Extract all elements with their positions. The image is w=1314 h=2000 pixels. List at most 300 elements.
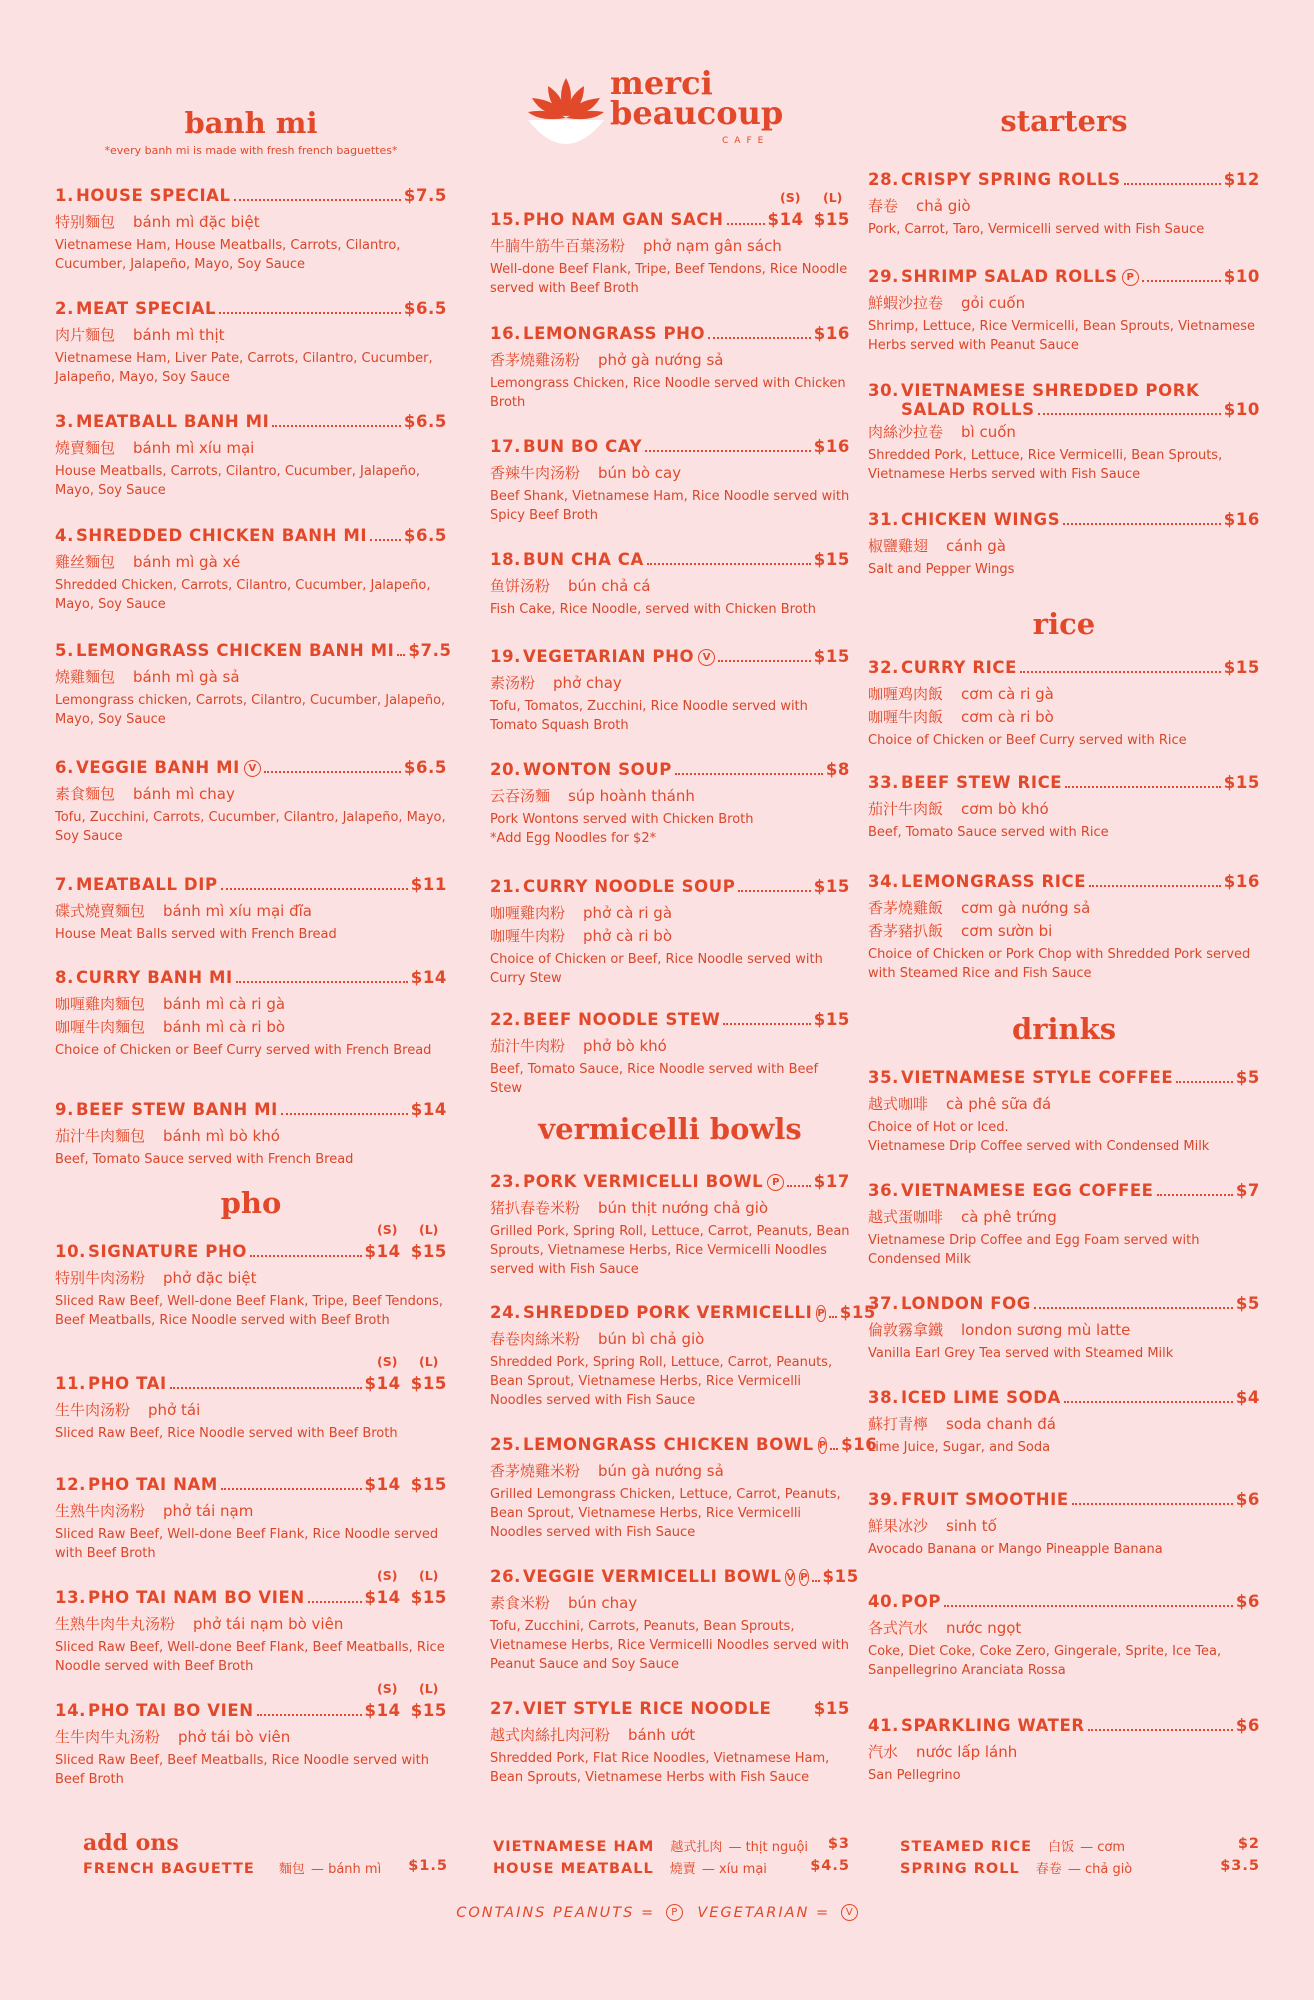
item-name: VIET STYLE RICE NOODLE (523, 1699, 772, 1718)
size-small-label: (S) (377, 1222, 398, 1237)
item-vietnamese: soda chanh đá (946, 1415, 1056, 1433)
item-name: CHICKEN WINGS (901, 510, 1061, 529)
menu-item-6 (55, 758, 447, 846)
peanut-icon: P (816, 1305, 825, 1322)
item-vietnamese: bún chả cá (568, 577, 651, 595)
item-vietnamese-alt: cơm cà ri bò (961, 708, 1054, 726)
item-price-large: $15 (410, 1588, 447, 1607)
item-number: 32. (868, 658, 900, 677)
item-description: Lime Juice, Sugar, and Soda (868, 1440, 1051, 1455)
menu-item-14 (55, 1701, 447, 1789)
item-name: VEGETARIAN PHO (523, 647, 695, 666)
menu-item-17 (490, 437, 850, 525)
item-name: VIETNAMESE STYLE COFFEE (901, 1068, 1174, 1087)
item-vietnamese: sinh tố (946, 1517, 997, 1535)
item-description: Tofu, Zucchini, Carrots, Cucumber, Cilantro, Jalapeño, Mayo, Soy Sauce (55, 810, 446, 844)
menu-item-41 (868, 1716, 1260, 1785)
item-name: LEMONGRASS CHICKEN BANH MI (75, 641, 395, 660)
addon-vietnamese: — chả giò (1067, 1862, 1133, 1877)
item-price: $8 (825, 760, 850, 779)
vegetarian-icon: V (698, 649, 715, 666)
item-description: Pork Wontons served with Chicken Broth (490, 812, 754, 827)
size-large-label: (L) (419, 1354, 439, 1369)
item-chinese: 燒雞麵包 (55, 668, 116, 686)
addon-vietnamese: — bánh mì (310, 1862, 382, 1877)
item-vietnamese: phở chay (553, 674, 622, 692)
menu-item-26 (490, 1567, 859, 1674)
item-vietnamese: phở nạm gân sách (643, 237, 782, 255)
item-description: Well-done Beef Flank, Tripe, Beef Tendons, Rice Noodle served with Beef Broth (490, 262, 848, 296)
menu-item-40 (868, 1592, 1260, 1680)
item-vietnamese: bánh mì gà sả (133, 668, 240, 686)
item-price-large: $15 (813, 210, 850, 229)
item-chinese: 素食米粉 (490, 1594, 551, 1612)
menu-item-39 (868, 1490, 1260, 1559)
menu-item-19 (490, 647, 850, 735)
addon-steamed-rice (900, 1836, 1260, 1855)
item-chinese: 鮮蝦沙拉卷 (868, 294, 944, 312)
item-name: CURRY RICE (901, 658, 1017, 677)
addon-house-meatball (493, 1858, 850, 1877)
item-description: Shrimp, Lettuce, Rice Vermicelli, Bean Sprouts, Vietnamese Herbs served with Peanut Sauce (868, 319, 1256, 353)
menu-item-8 (55, 968, 447, 1060)
item-number: 8. (55, 968, 74, 987)
item-name: LEMONGRASS PHO (523, 324, 706, 343)
item-description-2: Vietnamese Drip Coffee served with Condensed Milk (868, 1139, 1210, 1154)
menu-item-27 (490, 1699, 850, 1787)
section-title-pho: pho (220, 1186, 282, 1220)
item-description: Tofu, Zucchini, Carrots, Peanuts, Bean Sprouts, Vietnamese Herbs, Rice Vermicelli Noodles served with Peanut Sauce and Soy Sauce (490, 1619, 849, 1672)
item-number: 10. (55, 1242, 87, 1261)
item-chinese: 燒賣麵包 (55, 439, 116, 457)
item-description: Choice of Chicken or Beef Curry served with French Bread (55, 1043, 432, 1058)
menu-item-18 (490, 550, 850, 619)
item-number: 31. (868, 510, 900, 529)
item-price: $10 (1223, 267, 1260, 286)
menu-item-37 (868, 1294, 1260, 1363)
section-title-drinks: drinks (1011, 1012, 1117, 1046)
menu-item-36 (868, 1181, 1260, 1269)
item-price: $5 (1235, 1068, 1260, 1087)
item-chinese: 椒鹽雞翅 (868, 537, 929, 555)
menu-item-16 (490, 324, 850, 412)
item-price: $15 (822, 1567, 859, 1586)
item-number: 13. (55, 1588, 87, 1607)
item-chinese: 鮮果冰沙 (868, 1517, 929, 1535)
item-price: $14 (410, 968, 447, 987)
item-description: Vietnamese Drip Coffee and Egg Foam served with Condensed Milk (868, 1233, 1200, 1267)
item-vietnamese: bún bò cay (598, 464, 682, 482)
menu-item-3 (55, 412, 447, 500)
item-name: POP (901, 1592, 942, 1611)
item-chinese: 香茅燒雞汤粉 (490, 351, 581, 369)
peanut-icon: P (666, 1904, 683, 1921)
item-vietnamese: phở tái bò viên (178, 1728, 291, 1746)
item-number: 26. (490, 1567, 522, 1586)
menu-item-23 (490, 1172, 850, 1279)
item-number: 28. (868, 170, 900, 189)
menu-item-20 (490, 760, 850, 848)
legend-peanuts-label: CONTAINS PEANUTS = (456, 1905, 656, 1921)
menu-item-31 (868, 510, 1260, 579)
item-name: VEGGIE BANH MI (75, 758, 240, 777)
item-description: Grilled Pork, Spring Roll, Lettuce, Carrot, Peanuts, Bean Sprouts, Vietnamese Herbs, Rice Vermicelli Noodles served with Fish Sauce (490, 1224, 850, 1277)
item-vietnamese: phở tái (148, 1401, 201, 1419)
item-chinese: 生牛肉牛丸汤粉 (55, 1728, 161, 1746)
addon-name: FRENCH BAGUETTE (83, 1861, 255, 1877)
item-price-small: $14 (364, 1242, 401, 1261)
item-price: $17 (813, 1172, 850, 1191)
menu-item-10 (55, 1242, 447, 1330)
addon-vietnamese: — thịt nguội (728, 1840, 809, 1855)
item-vietnamese: phở bò khó (583, 1037, 667, 1055)
item-number: 25. (490, 1435, 522, 1454)
item-name: PHO NAM GAN SACH (523, 210, 724, 229)
item-number: 29. (868, 267, 900, 286)
item-chinese: 倫敦霧拿鐵 (868, 1321, 944, 1339)
item-price: $16 (813, 437, 850, 456)
item-number: 39. (868, 1490, 900, 1509)
logo-cafe: CAFE (722, 136, 770, 146)
item-price-large: $15 (410, 1701, 447, 1720)
item-vietnamese: bánh ướt (628, 1726, 696, 1744)
item-name: SPARKLING WATER (901, 1716, 1085, 1735)
menu-item-22 (490, 1010, 850, 1098)
item-vietnamese: phở đặc biệt (163, 1269, 257, 1287)
item-name: HOUSE SPECIAL (75, 186, 231, 205)
item-number: 9. (55, 1100, 74, 1119)
item-chinese: 猪扒春卷米粉 (490, 1199, 581, 1217)
item-name: CURRY BANH MI (75, 968, 233, 987)
item-price: $15 (1223, 658, 1260, 677)
item-vietnamese: cà phê sữa đá (946, 1095, 1052, 1113)
item-number: 5. (55, 641, 74, 660)
item-chinese: 碟式燒賣麵包 (55, 902, 146, 920)
item-number: 4. (55, 526, 74, 545)
item-chinese: 春卷 (868, 197, 899, 215)
item-price-large: $15 (410, 1475, 447, 1494)
item-price: $16 (1223, 510, 1260, 529)
item-vietnamese: bánh mì thịt (133, 326, 225, 344)
addon-spring-roll (900, 1858, 1260, 1877)
item-price: $12 (1223, 170, 1260, 189)
peanut-icon: P (818, 1437, 827, 1454)
addon-chinese: 燒賣 (669, 1862, 696, 1877)
addon-name: STEAMED RICE (900, 1839, 1032, 1855)
item-name: MEAT SPECIAL (75, 299, 217, 318)
item-description: Sliced Raw Beef, Well-done Beef Flank, Rice Noodle served with Beef Broth (55, 1527, 439, 1561)
banh-mi-note: *every banh mi is made with fresh french baguettes* (104, 144, 398, 157)
addon-vietnamese: — cơm (1080, 1840, 1126, 1855)
item-vietnamese: cơm cà ri gà (961, 685, 1054, 703)
item-vietnamese: bì cuốn (961, 423, 1016, 441)
item-number: 22. (490, 1010, 522, 1029)
item-vietnamese: bún thịt nướng chả giò (598, 1199, 769, 1217)
item-price-small: $14 (364, 1701, 401, 1720)
item-number: 35. (868, 1068, 900, 1087)
menu-item-28 (868, 170, 1260, 239)
item-chinese: 牛腩牛筋牛百葉汤粉 (490, 237, 626, 255)
item-chinese: 生熟牛肉牛丸汤粉 (55, 1615, 176, 1633)
item-number: 36. (868, 1181, 900, 1200)
menu-item-5 (55, 641, 452, 729)
addon-chinese: 越式扎肉 (670, 1840, 723, 1855)
item-description: Grilled Lemongrass Chicken, Lettuce, Carrot, Peanuts, Bean Sprout, Vietnamese Herbs, Rice Vermicelli Noodles served with Fish Sauce (490, 1487, 841, 1540)
logo-merci: merci (610, 64, 713, 102)
item-chinese: 春卷肉絲米粉 (490, 1330, 581, 1348)
item-vietnamese: cánh gà (946, 537, 1006, 555)
item-description: Beef Shank, Vietnamese Ham, Rice Noodle served with Spicy Beef Broth (490, 489, 850, 523)
item-chinese: 茄汁牛肉粉 (490, 1037, 566, 1055)
item-description: Sliced Raw Beef, Beef Meatballs, Rice Noodle served with Beef Broth (55, 1753, 429, 1787)
menu-item-25 (490, 1435, 878, 1542)
item-vietnamese: nước lấp lánh (916, 1743, 1018, 1761)
peanut-icon: P (799, 1569, 808, 1586)
item-number: 2. (55, 299, 74, 318)
item-name: BUN BO CAY (523, 437, 643, 456)
item-price: $15 (839, 1303, 877, 1322)
item-vietnamese: bánh mì chay (133, 785, 235, 803)
item-chinese: 香茅燒雞飯 (868, 899, 944, 917)
item-name: CRISPY SPRING ROLLS (901, 170, 1121, 189)
item-name: PHO TAI NAM BO VIEN (88, 1588, 305, 1607)
item-chinese: 生牛肉汤粉 (55, 1401, 131, 1419)
item-name: BEEF STEW RICE (901, 773, 1063, 792)
item-price: $11 (410, 875, 447, 894)
section-title-starters: starters (1000, 104, 1128, 138)
item-chinese: 咖喱雞肉麵包 (55, 995, 146, 1013)
section-title-banh-mi: banh mi (184, 106, 318, 140)
item-description: Lemongrass Chicken, Rice Noodle served with Chicken Broth (490, 376, 846, 410)
item-name: MEATBALL BANH MI (75, 412, 270, 431)
item-number: 20. (490, 760, 522, 779)
item-chinese: 茄汁牛肉飯 (868, 800, 944, 818)
item-description: Beef, Tomato Sauce, Rice Noodle served with Beef Stew (490, 1062, 819, 1096)
addon-price: $3.5 (1220, 1858, 1260, 1874)
menu-item-29 (868, 267, 1260, 355)
footer-legend (0, 1904, 1314, 1921)
item-name: SHRIMP SALAD ROLLS (901, 267, 1118, 286)
item-description: Salt and Pepper Wings (868, 562, 1015, 577)
item-description: Choice of Hot or Iced. (868, 1120, 1009, 1135)
item-chinese: 越式咖啡 (868, 1095, 929, 1113)
item-chinese: 咖喱雞肉粉 (490, 904, 566, 922)
item-number: 18. (490, 550, 522, 569)
item-vietnamese: bún bì chả giò (598, 1330, 705, 1348)
item-description: Vietnamese Ham, Liver Pate, Carrots, Cilantro, Cucumber, Jalapeño, Mayo, Soy Sauce (55, 351, 433, 385)
item-chinese: 咖喱鸡肉飯 (868, 685, 944, 703)
item-price: $7.5 (408, 641, 452, 660)
item-chinese-alt: 咖喱牛肉麵包 (55, 1018, 146, 1036)
item-vietnamese: bún gà nướng sả (598, 1462, 724, 1480)
item-price-small: $14 (364, 1475, 401, 1494)
item-description: House Meat Balls served with French Bread (55, 927, 337, 942)
addon-chinese: 白饭 (1048, 1840, 1075, 1855)
item-vietnamese: phở gà nướng sả (598, 351, 724, 369)
size-small-label: (S) (780, 190, 801, 205)
item-description: San Pellegrino (868, 1768, 961, 1783)
item-number: 23. (490, 1172, 522, 1191)
menu-item-1 (55, 186, 447, 274)
item-price: $16 (841, 1435, 878, 1454)
menu-item-24 (490, 1303, 877, 1410)
item-price-small: $14 (767, 210, 804, 229)
item-vietnamese: phở tái nạm (163, 1502, 254, 1520)
item-vietnamese-alt: phở cà ri bò (583, 927, 672, 945)
item-name: BEEF STEW BANH MI (75, 1100, 278, 1119)
item-vietnamese: bánh mì xíu mại đĩa (163, 902, 312, 920)
item-description: Lemongrass chicken, Carrots, Cilantro, Cucumber, Jalapeño, Mayo, Soy Sauce (55, 693, 446, 727)
item-number: 34. (868, 872, 900, 891)
item-price: $7.5 (403, 186, 447, 205)
menu-item-21 (490, 877, 850, 988)
addon-vietnamese-ham (493, 1836, 850, 1855)
item-description: Choice of Chicken or Beef Curry served with Rice (868, 733, 1187, 748)
item-price: $10 (1223, 400, 1260, 419)
menu-item-33 (868, 773, 1260, 842)
item-description: Shredded Pork, Flat Rice Noodles, Vietnamese Ham, Bean Sprouts, Vietnamese Herbs with Fish Sauce (490, 1751, 830, 1785)
item-addon-note: *Add Egg Noodles for $2* (490, 831, 657, 846)
menu-item-30 (868, 381, 1260, 484)
item-description: Sliced Raw Beef, Well-done Beef Flank, Beef Meatballs, Rice Noodle served with Beef Broth (55, 1640, 445, 1674)
item-chinese: 生熟牛肉汤粉 (55, 1502, 146, 1520)
item-number: 40. (868, 1592, 900, 1611)
item-chinese: 肉絲沙拉卷 (868, 423, 944, 441)
item-name: LEMONGRASS CHICKEN BOWL (523, 1435, 814, 1454)
item-number: 27. (490, 1699, 522, 1718)
menu-item-4 (55, 526, 447, 614)
item-price: $6.5 (403, 412, 447, 431)
item-description: Tofu, Tomatos, Zucchini, Rice Noodle served with Tomato Squash Broth (490, 699, 808, 733)
item-number: 12. (55, 1475, 87, 1494)
item-number: 19. (490, 647, 522, 666)
item-description: Pork, Carrot, Taro, Vermicelli served with Fish Sauce (868, 222, 1205, 237)
item-price-small: $14 (364, 1588, 401, 1607)
item-description: Avocado Banana or Mango Pineapple Banana (868, 1542, 1163, 1557)
item-description: Sliced Raw Beef, Well-done Beef Flank, Tripe, Beef Tendons, Beef Meatballs, Rice Noodle served with Beef Broth (55, 1294, 443, 1328)
item-description: Fish Cake, Rice Noodle, served with Chicken Broth (490, 602, 817, 617)
vegetarian-icon: V (785, 1569, 795, 1586)
item-vietnamese: london sương mù latte (961, 1321, 1131, 1339)
item-price: $15 (1223, 773, 1260, 792)
item-number: 21. (490, 877, 522, 896)
size-large-label: (L) (419, 1222, 439, 1237)
addon-vietnamese: — xíu mại (701, 1862, 767, 1877)
item-name: BEEF NOODLE STEW (523, 1010, 721, 1029)
item-name: VIETNAMESE EGG COFFEE (901, 1181, 1154, 1200)
item-chinese-alt: 咖喱牛肉粉 (490, 927, 566, 945)
item-vietnamese: bánh mì gà xé (133, 553, 241, 571)
item-vietnamese: phở cà ri gà (583, 904, 673, 922)
legend-vegetarian-label: VEGETARIAN = (697, 1905, 831, 1921)
menu-item-12 (55, 1475, 447, 1563)
menu-item-15 (490, 210, 850, 298)
section-title-rice: rice (1032, 607, 1096, 641)
item-chinese: 汽水 (868, 1743, 899, 1761)
item-price: $16 (1223, 872, 1260, 891)
item-number: 33. (868, 773, 900, 792)
item-vietnamese: bánh mì đặc biệt (133, 213, 260, 231)
item-name-line2: SALAD ROLLS (901, 400, 1035, 419)
item-number: 16. (490, 324, 522, 343)
item-name: MEATBALL DIP (75, 875, 218, 894)
item-vietnamese: bánh mì cà ri gà (163, 995, 286, 1013)
item-price: $6 (1235, 1716, 1260, 1735)
item-description: Vietnamese Ham, House Meatballs, Carrots, Cilantro, Cucumber, Jalapeño, Mayo, Soy Sauce (55, 238, 401, 272)
item-name: WONTON SOUP (523, 760, 672, 779)
item-price: $5 (1235, 1294, 1260, 1313)
item-number: 17. (490, 437, 522, 456)
item-chinese: 越式肉絲扎肉河粉 (490, 1726, 611, 1744)
item-price: $16 (813, 324, 850, 343)
item-vietnamese: súp hoành thánh (568, 787, 695, 805)
item-name: LONDON FOG (901, 1294, 1031, 1313)
addon-price: $1.5 (408, 1858, 448, 1874)
item-name: PORK VERMICELLI BOWL (523, 1172, 764, 1191)
item-description: Beef, Tomato Sauce served with Rice (868, 825, 1109, 840)
item-chinese: 各式汽水 (868, 1619, 929, 1637)
logo (526, 64, 796, 154)
item-number: 37. (868, 1294, 900, 1313)
item-vietnamese: gỏi cuốn (961, 294, 1026, 312)
menu-item-35 (868, 1068, 1260, 1156)
item-chinese: 肉片麵包 (55, 326, 116, 344)
item-name: PHO TAI (88, 1374, 167, 1393)
item-vietnamese-alt: cơm sườn bi (961, 922, 1053, 940)
item-vietnamese: bánh mì bò khó (163, 1127, 280, 1145)
item-chinese: 素汤粉 (490, 674, 536, 692)
item-chinese: 雞丝麵包 (55, 553, 116, 571)
item-description: Shredded Pork, Lettuce, Rice Vermicelli, Bean Sprouts, Vietnamese Herbs served with Fish Sauce (868, 448, 1223, 482)
size-large-label: (L) (419, 1681, 439, 1696)
menu-item-34 (868, 872, 1260, 983)
item-description: Choice of Chicken or Pork Chop with Shredded Pork served with Steamed Rice and Fish Sauce (868, 947, 1251, 981)
item-price-large: $15 (410, 1242, 447, 1261)
item-vietnamese: bún chay (568, 1594, 638, 1612)
item-vietnamese: cơm bò khó (961, 800, 1049, 818)
item-price: $4 (1235, 1388, 1260, 1407)
item-name: SIGNATURE PHO (88, 1242, 247, 1261)
item-name: VEGGIE VERMICELLI BOWL (523, 1567, 782, 1586)
item-chinese: 特别麵包 (55, 213, 116, 231)
item-price: $7 (1235, 1181, 1260, 1200)
item-price: $6 (1235, 1490, 1260, 1509)
item-number: 24. (490, 1303, 522, 1322)
item-price: $15 (813, 1010, 850, 1029)
item-vietnamese-alt: bánh mì cà ri bò (163, 1018, 286, 1036)
item-name: SHREDDED CHICKEN BANH MI (75, 526, 368, 545)
item-chinese-alt: 咖喱牛肉飯 (868, 708, 944, 726)
item-price: $15 (813, 877, 850, 896)
item-price: $15 (813, 1699, 850, 1718)
addon-chinese: 麵包 (278, 1862, 305, 1877)
item-description: House Meatballs, Carrots, Cilantro, Cucumber, Jalapeño, Mayo, Soy Sauce (55, 464, 420, 498)
addon-name: SPRING ROLL (900, 1861, 1020, 1877)
item-number: 6. (55, 758, 74, 777)
addon-chinese: 春卷 (1035, 1862, 1062, 1877)
item-price-large: $15 (410, 1374, 447, 1393)
item-chinese: 蘇打青檸 (868, 1415, 929, 1433)
item-name: SHREDDED PORK VERMICELLI (523, 1303, 813, 1322)
menu-item-38 (868, 1388, 1260, 1457)
item-name: VIETNAMESE SHREDDED PORK (901, 381, 1200, 400)
item-description: Sliced Raw Beef, Rice Noodle served with Beef Broth (55, 1426, 398, 1441)
item-description: Choice of Chicken or Beef, Rice Noodle served with Curry Stew (490, 952, 823, 986)
item-price: $6.5 (403, 526, 447, 545)
menu-item-9 (55, 1100, 447, 1169)
peanut-icon: P (767, 1174, 784, 1191)
size-small-label: (S) (377, 1681, 398, 1696)
